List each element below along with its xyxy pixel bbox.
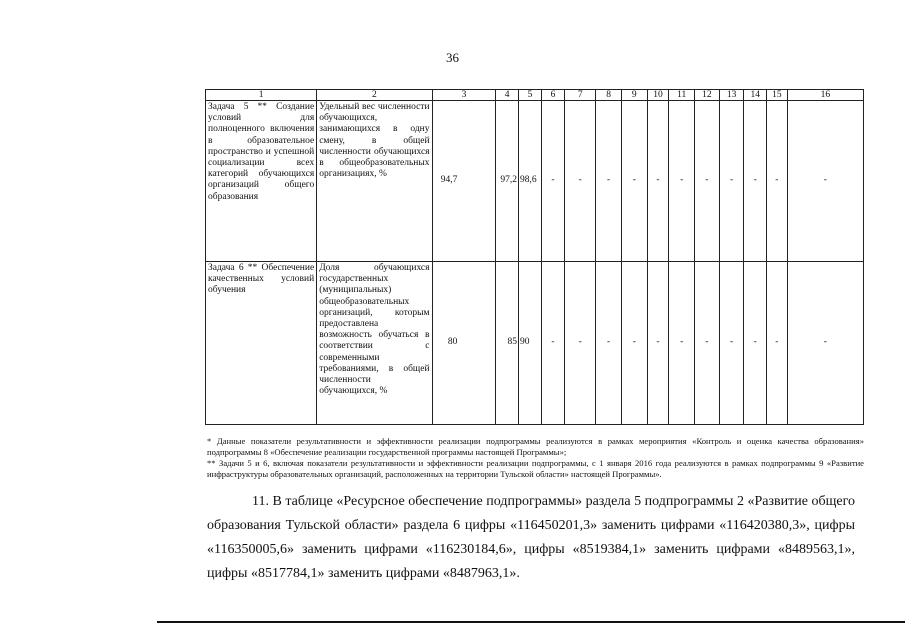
- value-cell: -: [669, 101, 695, 262]
- page-number: 36: [446, 50, 459, 65]
- table-row: [206, 262, 864, 425]
- value-cell: -: [647, 262, 669, 425]
- header-cell: 12: [695, 90, 720, 101]
- value-cell: -: [596, 101, 622, 262]
- value-cell: -: [647, 101, 669, 262]
- page-bottom-rule: [157, 621, 905, 623]
- indicator-cell: Удельный вес численности обучающихся, занимающихся в одну смену, в общей численности обучающихся в общеобразовательных организациях, %: [317, 101, 432, 262]
- header-cell: 8: [596, 90, 622, 101]
- value-cell: -: [767, 101, 788, 262]
- header-cell: 15: [767, 90, 788, 101]
- header-cell: 9: [621, 90, 647, 101]
- table-row: [206, 101, 864, 262]
- header-cell: 4: [496, 90, 519, 101]
- header-cell: 5: [519, 90, 542, 101]
- header-cell: 14: [744, 90, 767, 101]
- header-cell: 16: [787, 90, 863, 101]
- indicators-table: [205, 89, 864, 425]
- value-cell: 80: [432, 262, 496, 425]
- paragraph-text: 11. В таблице «Ресурсное обеспечение подпрограммы» раздела 5 подпрограммы 2 «Развитие общего образования Тульской области» раздела 6 цифры «116450201,3» заменить цифрами «116420380,3», цифры «116350005,6» заменить цифрами «116230184,6», цифры «8519384,1» заменить цифрами «8489563,1», цифры «8517784,1» заменить цифрами «8487963,1».: [207, 494, 855, 581]
- header-cell: 3: [432, 90, 496, 101]
- amendment-paragraph: [207, 490, 855, 586]
- task-cell: Задача 5 ** Создание условий для полноценного включения в образовательное пространство и успешной социализации всех категорий обучающихся организаций общего образования: [206, 101, 317, 262]
- footnote: * Данные показатели результативности и эффективности реализации подпрограммы реализуются в рамках мероприятия «Контроль и оценка качества образования» подпрограммы 8 «Обеспечение реализации государственной программы настоящей Программы»;: [207, 436, 864, 457]
- header-cell: 11: [669, 90, 695, 101]
- value-cell: -: [565, 101, 596, 262]
- header-cell: 13: [719, 90, 744, 101]
- value-cell: -: [744, 262, 767, 425]
- value-cell: -: [695, 101, 720, 262]
- value-cell: -: [596, 262, 622, 425]
- value-cell: 85: [496, 262, 519, 425]
- header-cell: 7: [565, 90, 596, 101]
- value-cell: -: [541, 262, 565, 425]
- indicator-cell: Доля обучающихся государственных (муниципальных) общеобразовательных организаций, которым предоставлена возможность обучаться в соответствии с современными требованиями, в общей численности обучающихся, %: [317, 262, 432, 425]
- value-cell: -: [744, 101, 767, 262]
- footnotes: [207, 436, 864, 480]
- value-cell: -: [719, 262, 744, 425]
- header-cell: 10: [647, 90, 669, 101]
- value-cell: -: [719, 101, 744, 262]
- task-cell: Задача 6 ** Обеспечение качественных условий обучения: [206, 262, 317, 425]
- value-cell: 94,7: [432, 101, 496, 262]
- header-cell: 6: [541, 90, 565, 101]
- value-cell: -: [669, 262, 695, 425]
- value-cell: -: [695, 262, 720, 425]
- value-cell: -: [787, 101, 863, 262]
- value-cell: -: [565, 262, 596, 425]
- value-cell: -: [621, 101, 647, 262]
- value-cell: -: [621, 262, 647, 425]
- value-cell: -: [767, 262, 788, 425]
- value-cell: -: [787, 262, 863, 425]
- header-cell: 2: [317, 90, 432, 101]
- value-cell: -: [541, 101, 565, 262]
- header-cell: 1: [206, 90, 317, 101]
- value-cell: 98,6: [519, 101, 542, 262]
- table-header-row: [206, 90, 864, 101]
- value-cell: 90: [519, 262, 542, 425]
- value-cell: 97,2: [496, 101, 519, 262]
- footnote: ** Задачи 5 и 6, включая показатели результативности и эффективности реализации подпрограммы, с 1 января 2016 года реализуются в рамках подпрограммы 9 «Развитие инфраструктуры образовательных организаций, расположенных на территории Тульской области» настоящей Программы».: [207, 458, 864, 479]
